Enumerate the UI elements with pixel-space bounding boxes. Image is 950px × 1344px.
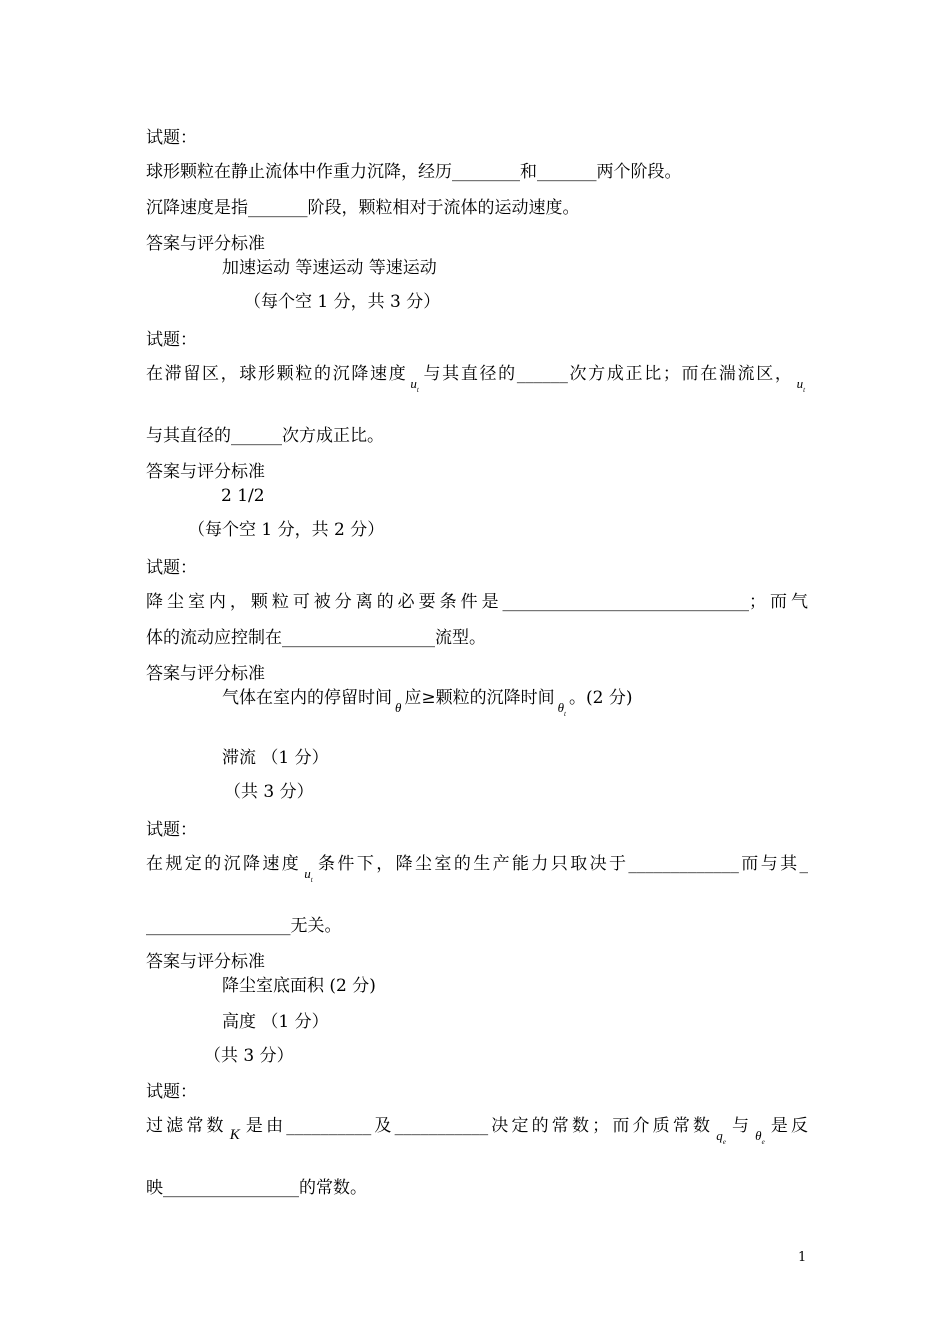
answer-label: 答案与评分标准 xyxy=(146,234,265,254)
question-text: 映________________的常数。 xyxy=(146,1178,367,1198)
answer-text: 滞流 （1 分） xyxy=(222,748,329,768)
symbol-theta: θ xyxy=(395,700,402,715)
question-text: 沉降速度是指_______阶段，颗粒相对于流体的运动速度。 xyxy=(146,198,580,218)
symbol-theta-t xyxy=(557,700,566,718)
answer-label: 答案与评分标准 xyxy=(146,462,265,482)
answer-text: 降尘室底面积 (2 分) xyxy=(222,976,376,996)
question-label: 试题： xyxy=(146,1082,197,1102)
symbol-q-e xyxy=(716,1128,726,1146)
question-label: 试题： xyxy=(146,558,197,578)
symbol-subscript: t xyxy=(803,386,806,394)
symbol-char: q xyxy=(716,1128,723,1143)
symbol-char: u xyxy=(796,376,804,391)
question-text: 与其直径的______次方成正比。 xyxy=(146,426,384,446)
text-span: 在规定的沉降速度 xyxy=(146,854,302,874)
text-span: 是由__________及___________决定的常数；而介质常数 xyxy=(242,1116,714,1136)
answer-text: 加速运动 等速运动 等速运动 xyxy=(222,258,437,278)
score-text: （共 3 分） xyxy=(224,782,314,802)
symbol-char: θ xyxy=(755,1128,762,1143)
text-span: 与其直径的______次方成正比；而在湍流区， xyxy=(421,364,794,384)
symbol-subscript: t xyxy=(564,710,566,718)
symbol-subscript: t xyxy=(416,386,419,394)
page-number: 1 xyxy=(798,1250,807,1265)
question-label: 试题： xyxy=(146,128,197,148)
score-text: （每个空 1 分，共 2 分） xyxy=(188,520,385,540)
text-span: 是反 xyxy=(767,1116,809,1136)
answer-text: 2 1/2 xyxy=(221,486,265,506)
answer-text: 高度 （1 分） xyxy=(222,1012,329,1032)
question-text xyxy=(146,362,808,394)
text-span: 在滞留区，球形颗粒的沉降速度 xyxy=(146,364,408,384)
symbol-theta-e xyxy=(755,1128,765,1146)
question-label: 试题： xyxy=(146,820,197,840)
symbol-u-t xyxy=(410,376,419,394)
question-text xyxy=(146,852,809,884)
text-span: 过滤常数 xyxy=(146,1116,227,1136)
symbol-char: θ xyxy=(557,700,565,715)
question-text: 体的流动应控制在__________________流型。 xyxy=(146,628,486,648)
text-span: 应≥颗粒的沉降时间 xyxy=(404,688,555,708)
text-span: 条件下，降尘室的生产能力只取决于_____________而与其_ xyxy=(315,854,809,874)
symbol-subscript: t xyxy=(310,876,313,884)
score-text: （共 3 分） xyxy=(204,1046,294,1066)
text-span: 与 xyxy=(728,1116,753,1136)
question-text: _________________无关。 xyxy=(146,916,342,936)
answer-text xyxy=(222,686,633,718)
symbol-subscript: e xyxy=(761,1138,765,1146)
symbol-u-t xyxy=(796,376,806,394)
symbol-subscript: e xyxy=(722,1138,726,1146)
question-label: 试题： xyxy=(146,330,197,350)
symbol-K: K xyxy=(229,1127,240,1143)
question-text xyxy=(146,1114,809,1146)
symbol-char: u xyxy=(410,376,417,391)
answer-label: 答案与评分标准 xyxy=(146,664,265,684)
score-text: （每个空 1 分，共 3 分） xyxy=(244,292,441,312)
question-text: 球形颗粒在静止流体中作重力沉降，经历________和_______两个阶段。 xyxy=(146,162,682,182)
text-span: 。(2 分) xyxy=(568,688,633,708)
question-text: 降尘室内，颗粒可被分离的必要条件是_____________________________；而气 xyxy=(146,592,808,612)
text-span: 气体在室内的停留时间 xyxy=(222,688,392,708)
symbol-u-t xyxy=(304,866,313,884)
symbol-char: u xyxy=(304,866,311,881)
answer-label: 答案与评分标准 xyxy=(146,952,265,972)
